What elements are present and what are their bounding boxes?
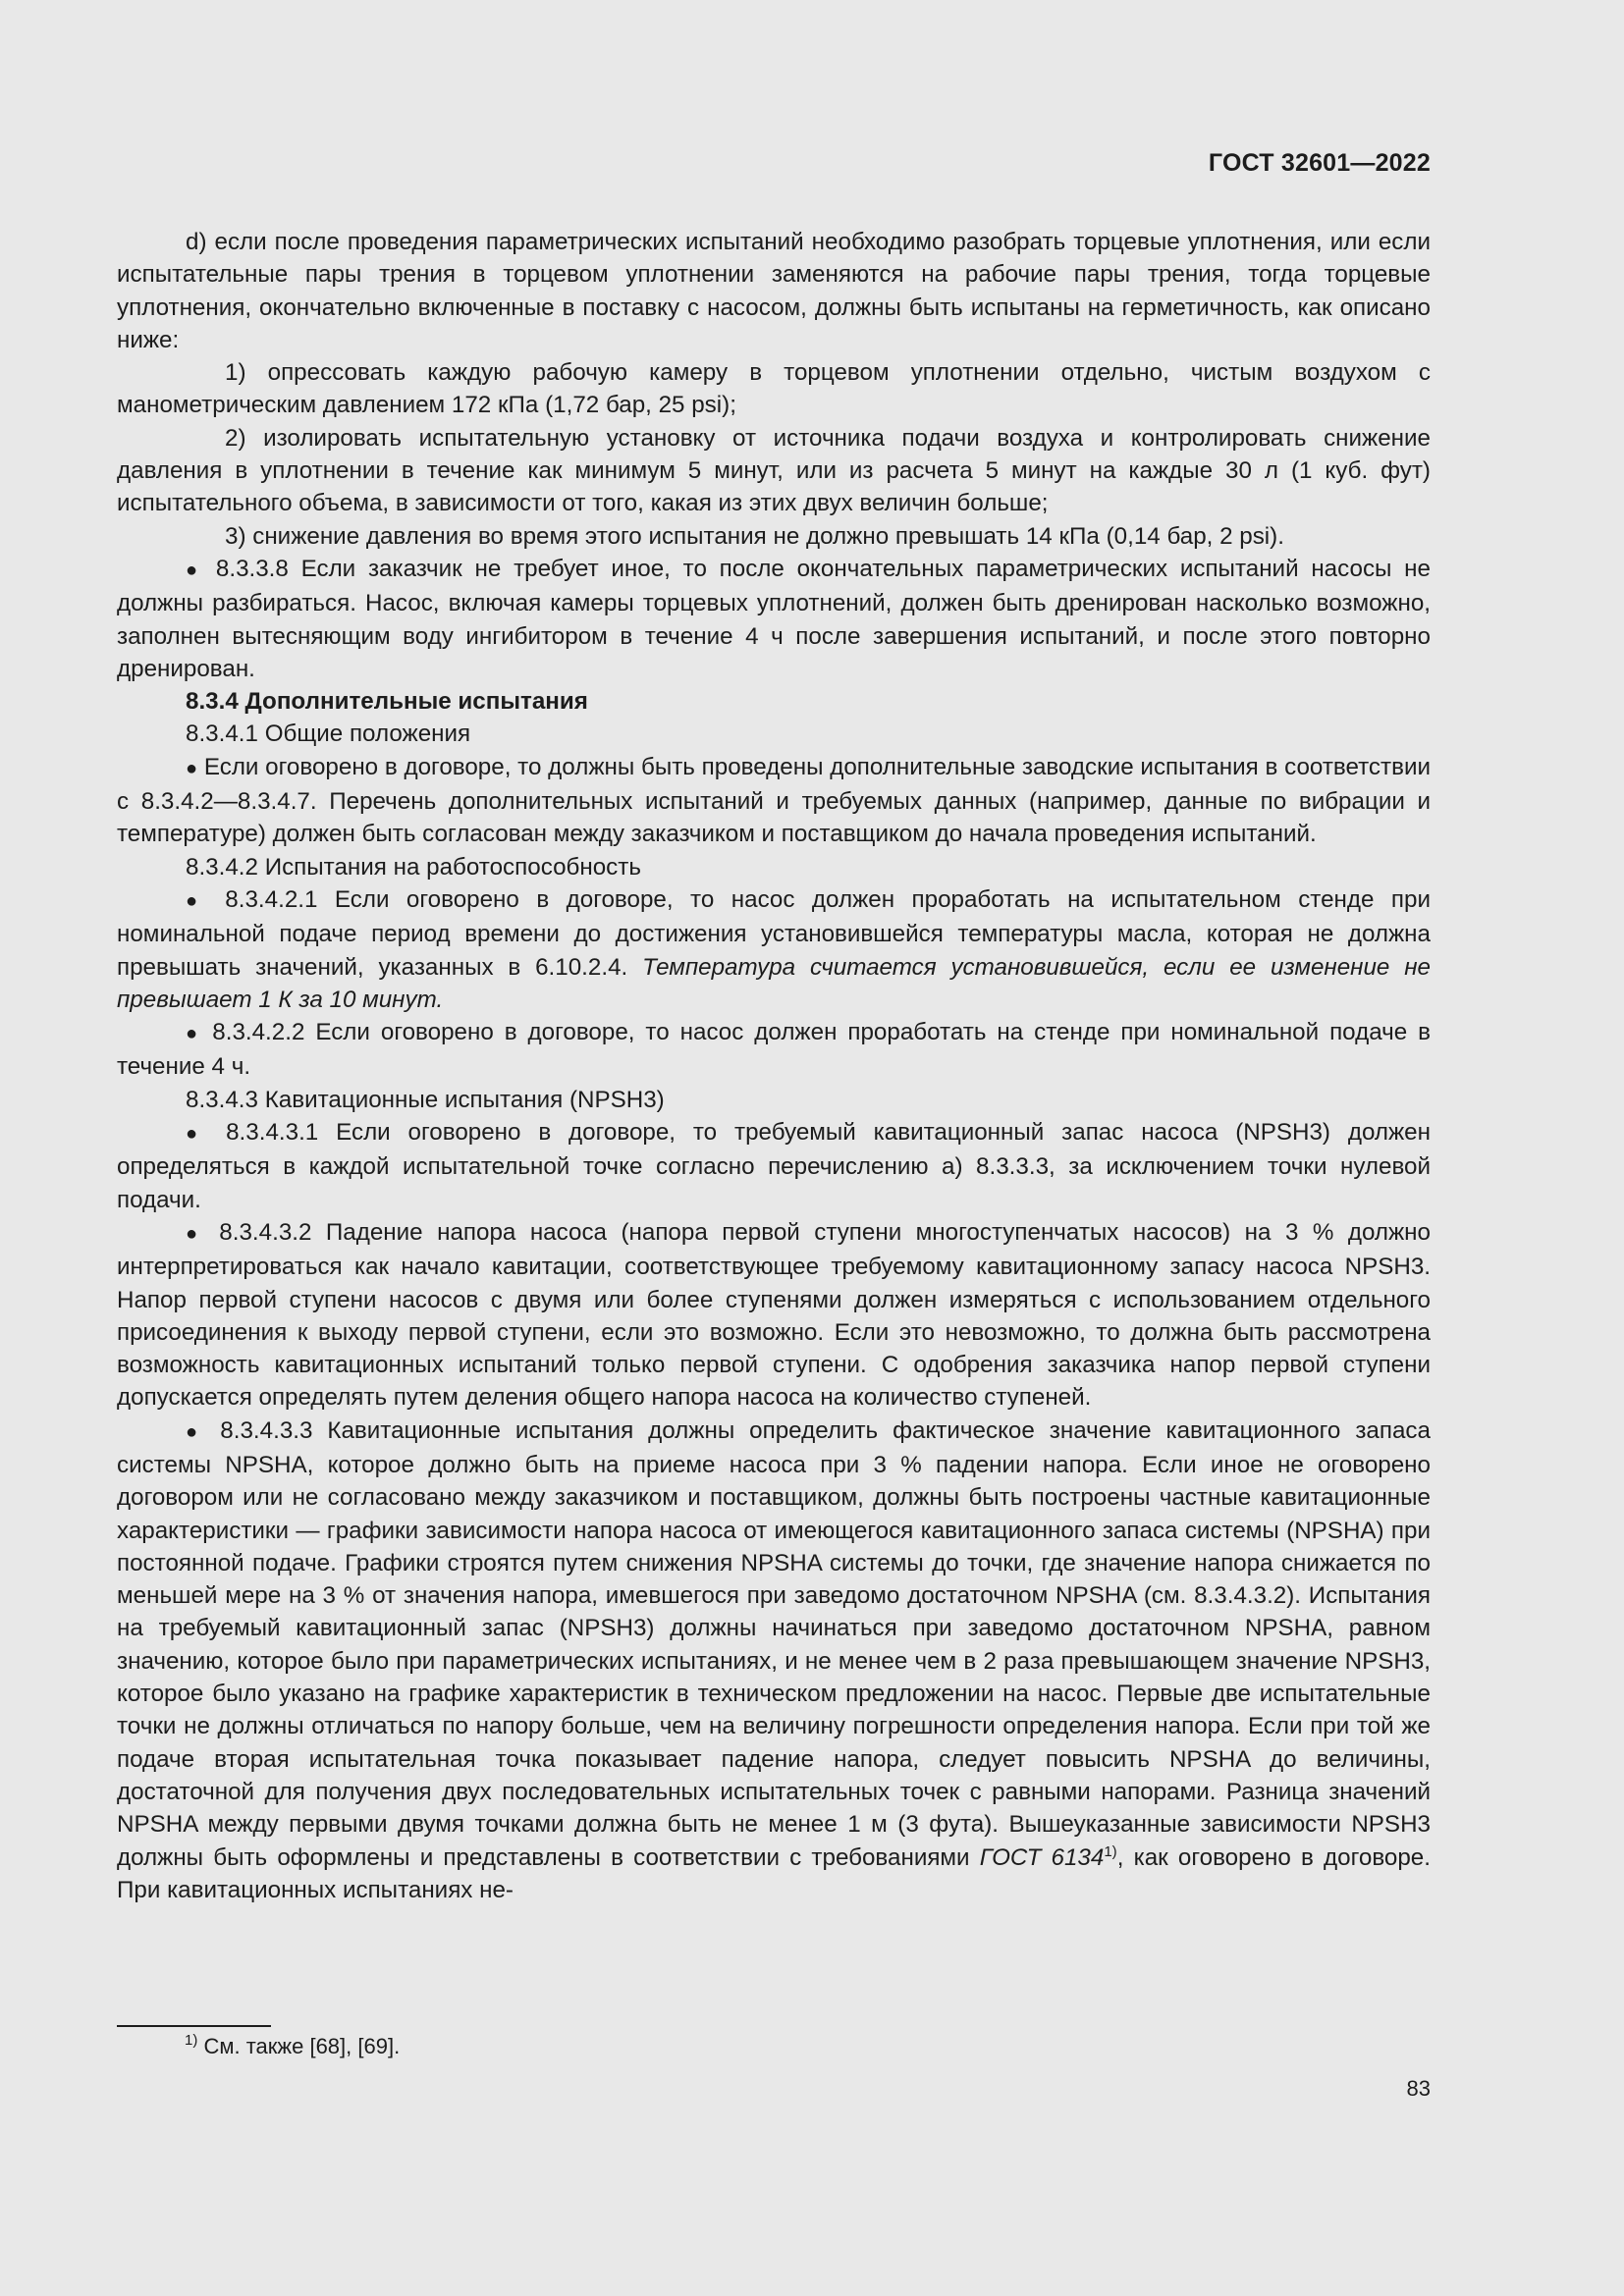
- bullet-icon: ●: [186, 559, 204, 581]
- bullet-icon: ●: [186, 1222, 205, 1245]
- bullet-icon: ●: [186, 1123, 209, 1146]
- paragraph-italic-note: Температура считается установившейся, если ее изменение не превышает 1 К за 10 минут.: [117, 953, 1431, 1013]
- paragraph-text: 8.3.4.3.3 Кавитационные испытания должны определить фактическое значение кавитационного запаса системы NPSHA, которое должно быть на приеме насоса при 3 % падении напора. Если иное не оговорено договором или не согласовано между заказчиком и поставщиком, должны быть построены частные кавитационные характеристики — графики зависимости напора насоса от имеющегося кавитационного запаса системы (NPSHA) при постоянной подаче. Графики строятся путем снижения NPSHA системы до точки, где значение напора снижается по меньшей мере на 3 % от значения напора, имевшегося при заведомо достаточном NPSHA (см. 8.3.4.3.2). Испытания на требуемый кавитационный запас (NPSH3) должны начинаться при заведомо достаточном NPSHA, равном значению, которое было при параметрических испытаниях, и не менее чем в 2 раза превышающем значение NPSH3, которое было указано на графике характеристик в техническом предложении на насос. Первые две испытательные точки не должны отличаться по напору больше, чем на величину погрешности определения напора. Если при той же подаче вторая испытательная точка показывает падение напора, следует повысить NPSHA до величины, достаточной для получения двух последовательных испытательных точек с равными напорами. Разница значений NPSHA между первыми двумя точками должна быть не менее 1 м (3 фута). Вышеуказанные зависимости NPSH3 должны быть оформлены и представлены в соответствии с требованиями: [117, 1416, 1431, 1871]
- paragraph-d: d) если после проведения параметрических испытаний необходимо разобрать торцевые уплотнения, или если испытательные пары трения в торцевом уплотнении заменяются на рабочие пары трения, тогда торцевые уплотнения, окончательно включенные в поставку с насосом, должны быть испытаны на герметичность, как описано ниже:: [117, 229, 1431, 353]
- subsection-heading-8-3-4-3: 8.3.4.3 Кавитационные испытания (NPSH3): [186, 1086, 665, 1113]
- document-body: [117, 226, 1431, 1906]
- standard-reference: ГОСТ 6134: [979, 1843, 1105, 1871]
- paragraph-text: 8.3.4.3.1 Если оговорено в договоре, то требуемый кавитационный запас насоса (NPSH3) должен определяться в каждой испытательной точке согласно перечислению а) 8.3.3.3, за исключением точки нулевой подачи.: [117, 1119, 1431, 1213]
- paragraph-text: 8.3.4.2.2 Если оговорено в договоре, то насос должен проработать на стенде при номинальной подаче в течение 4 ч.: [117, 1019, 1431, 1081]
- document-header: ГОСТ 32601—2022: [1208, 149, 1431, 177]
- footnote-text: См. также [68], [69].: [203, 2034, 401, 2058]
- section-heading-8-3-4: 8.3.4 Дополнительные испытания: [186, 688, 588, 716]
- bullet-icon: ●: [186, 1420, 206, 1443]
- paragraph-8-3-4-2-1: [117, 883, 1431, 1016]
- subsection-heading-8-3-4-2: 8.3.4.2 Испытания на работоспособность: [186, 853, 641, 881]
- paragraph-text: Если оговорено в договоре, то должны быть проведены дополнительные заводские испытания в соответствии с 8.3.4.2—8.3.4.7. Перечень дополнительных испытаний и требуемых данных (например, данные по вибрации и температуре) должен быть согласован между заказчиком и поставщиком до начала проведения испытаний.: [117, 753, 1431, 848]
- list-item-2: 2) изолировать испытательную установку от источника подачи воздуха и контролировать снижение давления в уплотнении в течение как минимум 5 минут, или из расчета 5 минут на каждые 30 л (1 куб. фут) испытательного объема, в зависимости от того, какая из этих двух величин больше;: [117, 424, 1431, 517]
- bullet-icon: ●: [186, 757, 198, 779]
- subsection-heading-8-3-4-1: 8.3.4.1 Общие положения: [186, 721, 471, 748]
- footnote-divider: [117, 2025, 271, 2027]
- paragraph-8-3-3-8: [117, 553, 1431, 685]
- paragraph-text-end: , как оговорено в договоре. При кавитационных испытаниях не-: [117, 1843, 1431, 1903]
- bullet-icon: ●: [186, 889, 208, 912]
- list-item-1: 1) опрессовать каждую рабочую камеру в торцевом уплотнении отдельно, чистым воздухом с манометрическим давлением 172 кПа (1,72 бар, 25 psi);: [117, 359, 1431, 419]
- footnote-mark: 1): [185, 2032, 198, 2049]
- page-number: 83: [1406, 2076, 1431, 2101]
- paragraph-text: 8.3.3.8 Если заказчик не требует иное, то после окончательных параметрических испытаний насосы не должны разбираться. Насос, включая камеры торцевых уплотнений, должен быть дренирован насколько возможно, заполнен вытесняющим воду ингибитором в течение 4 ч после завершения испытаний, и после этого повторно дренирован.: [117, 555, 1431, 682]
- paragraph-general: [117, 751, 1431, 851]
- list-item-3: 3) снижение давления во время этого испытания не должно превышать 14 кПа (0,14 бар, 2 psi).: [225, 522, 1284, 550]
- footnote-marker: 1): [1104, 1842, 1117, 1860]
- paragraph-text: 8.3.4.2.1 Если оговорено в договоре, то насос должен проработать на испытательном стенде при номинальной подаче период времени до достижения установившейся температуры масла, которая не должна превышать значений, указанных в 6.10.2.4.: [117, 885, 1431, 981]
- paragraph-8-3-4-3-3: [117, 1415, 1431, 1906]
- paragraph-8-3-4-2-2: [117, 1016, 1431, 1084]
- footnote: [185, 2032, 400, 2061]
- paragraph-8-3-4-3-2: [117, 1216, 1431, 1415]
- paragraph-8-3-4-3-1: [117, 1116, 1431, 1216]
- bullet-icon: ●: [186, 1023, 202, 1045]
- paragraph-text: 8.3.4.3.2 Падение напора насоса (напора первой ступени многоступенчатых насосов) на 3 % должно интерпретироваться как начало кавитации, соответствующее требуемому кавитационному запасу насоса NPSH3. Напор первой ступени насосов с двумя или более ступенями должен измеряться с использованием отдельного присоединения к выходу первой ступени, если это возможно. Если это невозможно, то должна быть рассмотрена возможность кавитационных испытаний только первой ступени. С одобрения заказчика напор первой ступени допускается определять путем деления общего напора насоса на количество ступеней.: [117, 1218, 1431, 1412]
